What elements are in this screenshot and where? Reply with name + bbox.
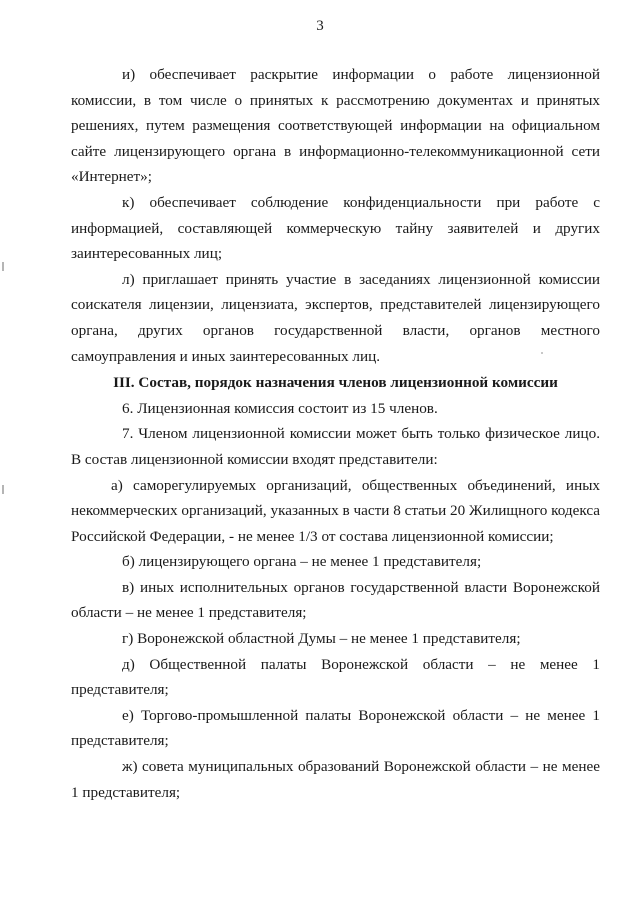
paragraph-item-v: в) иных исполнительных органов государственной власти Воронежской области – не менее 1 представителя; (71, 578, 600, 622)
paragraph-item-g: г) Воронежской областной Думы – не менее 1 представителя; (122, 630, 521, 648)
page-number: 3 (316, 18, 324, 34)
paragraph-item-l: л) приглашает принять участие в заседаниях лицензионной комиссии соискателя лицензии, лицензиата, экспертов, представителей лицензирующего органа, других органов государственной власти, органов местного самоуправления и иных заинтересованных лиц. (71, 270, 600, 365)
paragraph-item-k: к) обеспечивает соблюдение конфиденциальности при работе с информацией, составляющей коммерческую тайну заявителей и других заинтересованных лиц; (71, 193, 600, 263)
paragraph-clause-7: 7. Членом лицензионной комиссии может быть только физическое лицо. В состав лицензионной комиссии входят представители: (71, 425, 600, 468)
scan-edge-mark (2, 485, 4, 494)
paragraph-item-b: б) лицензирующего органа – не менее 1 представителя; (122, 553, 482, 571)
paragraph-item-d: д) Общественной палаты Воронежской области – не менее 1 представителя; (71, 655, 600, 699)
section-heading: III. Состав, порядок назначения членов лицензионной комиссии (113, 374, 558, 392)
document-body (71, 62, 600, 805)
paragraph-item-i: и) обеспечивает раскрытие информации о работе лицензионной комиссии, в том числе о принятых к рассмотрению документах и принятых решениях, путем размещения соответствующей информации на официальном сайте лицензирующего органа в информационно-телекоммуникационной сети «Интернет»; (71, 66, 600, 186)
scan-speck (541, 352, 543, 354)
paragraph-clause-6: 6. Лицензионная комиссия состоит из 15 членов. (122, 399, 438, 417)
paragraph-item-zh: ж) совета муниципальных образований Воронежской области – не менее 1 представителя; (71, 758, 600, 801)
paragraph-item-a: а) саморегулируемых организаций, общественных объединений, иных некоммерческих организаций, указанных в части 8 статьи 20 Жилищного кодекса Российской Федерации, - не менее 1/3 от состава лицензионной комиссии; (71, 476, 600, 545)
scan-edge-mark (2, 262, 4, 271)
paragraph-item-e: е) Торгово-промышленной палаты Воронежской области – не менее 1 представителя; (71, 706, 600, 750)
